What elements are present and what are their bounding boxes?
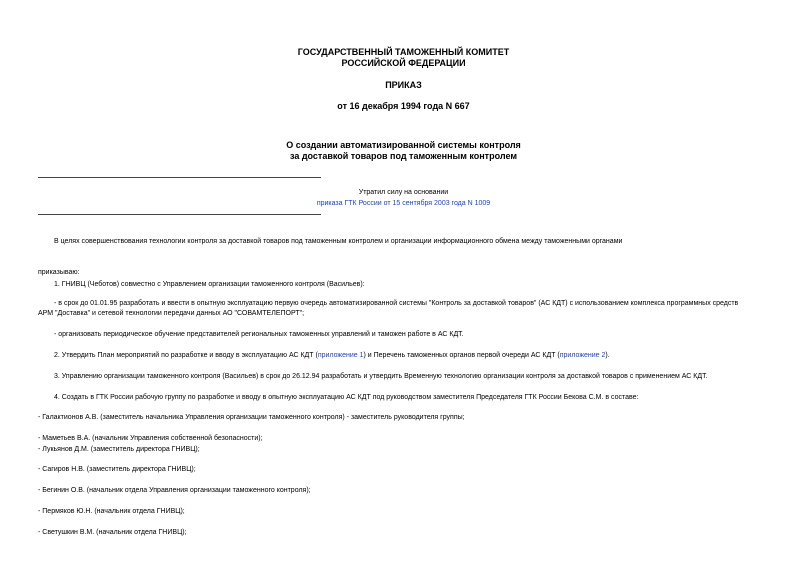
item-1a-line1: - в срок до 01.01.95 разработать и ввести в опытную эксплуатацию первую очередь автоматизированной системы "Контроль за доставкой товаров" (АС КДТ) с использованием комплекса программных средств xyxy=(54,300,739,307)
member-item: - Лукьянов Д.М. (заместитель директора ГНИВЦ); xyxy=(38,446,200,453)
doc-type: ПРИКАЗ xyxy=(385,80,422,90)
doc-date: от 16 декабря 1994 года N 667 xyxy=(337,101,470,111)
status-link-row xyxy=(0,199,807,209)
member-item: - Маметьев В.А. (начальник Управления собственной безопасности); xyxy=(38,435,263,442)
order-word: приказываю: xyxy=(38,269,80,276)
item-1: 1. ГНИВЦ (Чеботов) совместно с Управлением организации таможенного контроля (Васильев): xyxy=(54,281,365,288)
repeal-order-link[interactable]: приказа ГТК России от 15 сентября 2003 года N 1009 xyxy=(316,200,491,207)
preamble: В целях совершенствования технологии контроля за доставкой товаров под таможенным контролем и организации информационного обмена между таможенными органами xyxy=(54,238,623,245)
item-3: 3. Управлению организации таможенного контроля (Васильев) в срок до 26.12.94 разработать и утвердить Временную технологию организации контроля за доставкой товаров с применением АС КДТ. xyxy=(54,373,708,380)
member-item: - Пермяков Ю.Н. (начальник отдела ГНИВЦ); xyxy=(38,508,185,515)
divider-top xyxy=(38,177,321,178)
org-name-line1: ГОСУДАРСТВЕННЫЙ ТАМОЖЕННЫЙ КОМИТЕТ xyxy=(297,47,510,57)
org-name-line2: РОССИЙСКОЙ ФЕДЕРАЦИИ xyxy=(341,58,466,68)
doc-title-line1: О создании автоматизированной системы контроля xyxy=(286,140,521,150)
item-1a-line2: АРМ "Доставка" и сетевой технологии передачи данных АО "СОВАМТЕЛЕПОРТ"; xyxy=(38,310,305,317)
item-1b: - организовать периодическое обучение представителей региональных таможенных управлений и таможен работе в АС КДТ. xyxy=(54,331,464,338)
appendix-1-link[interactable]: приложение 1 xyxy=(317,352,364,359)
divider-bottom xyxy=(38,214,321,215)
item-2-text-mid: ) и Перечень таможенных органов первой очереди АС КДТ ( xyxy=(363,352,560,359)
member-item: - Светушкин В.М. (начальник отдела ГНИВЦ); xyxy=(38,529,187,536)
item-2 xyxy=(38,351,794,361)
member-item: - Сагиров Н.В. (заместитель директора ГНИВЦ); xyxy=(38,466,196,473)
item-2-text-post: ). xyxy=(605,352,610,359)
doc-title-line2: за доставкой товаров под таможенным контролем xyxy=(289,151,518,161)
status-note: Утратил силу на основании xyxy=(358,189,449,196)
member-item: - Бегинин О.В. (начальник отдела Управления организации таможенного контроля); xyxy=(38,487,311,494)
appendix-2-link[interactable]: приложение 2 xyxy=(559,352,606,359)
item-2-text-pre: 2. Утвердить План мероприятий по разработке и вводу в эксплуатацию АС КДТ ( xyxy=(54,352,318,359)
item-4: 4. Создать в ГТК России рабочую группу по разработке и вводу в опытную эксплуатацию АС КДТ под руководством заместителя Председателя ГТК России Бекова С.М. в составе: xyxy=(54,394,639,401)
member-item: - Галактионов А.В. (заместитель начальника Управления организации таможенного контроля) - заместитель руководителя группы; xyxy=(38,414,465,421)
